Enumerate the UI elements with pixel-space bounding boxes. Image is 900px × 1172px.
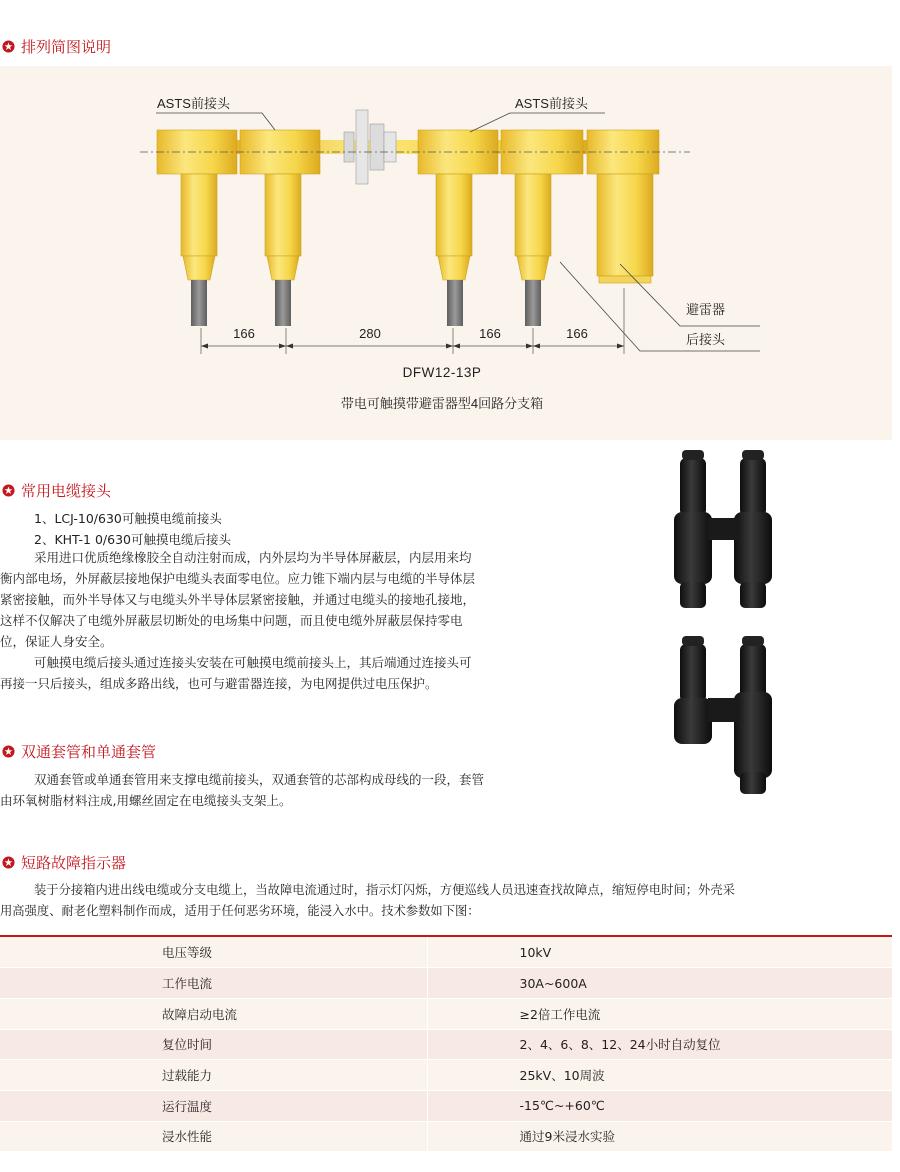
table-row bbox=[0, 998, 892, 1029]
list-item: 2、KHT-1 0/630可触摸电缆后接头 bbox=[34, 532, 231, 547]
dimension-label: 280 bbox=[359, 326, 381, 341]
section-title-bushing bbox=[2, 741, 156, 762]
section-title-text: 短路故障指示器 bbox=[21, 854, 127, 872]
lightning-arrester bbox=[587, 130, 659, 283]
bushing-description bbox=[0, 769, 570, 811]
star-bullet-icon bbox=[2, 484, 15, 497]
text-line: 双通套管或单通套管用来支撑电缆前接头，双通套管的芯部构成母线的一段，套管 bbox=[34, 772, 485, 787]
model-number: DFW12-13P bbox=[402, 365, 482, 380]
spec-label: 运行温度 bbox=[0, 1090, 427, 1121]
cable-description bbox=[0, 547, 560, 694]
spec-table bbox=[0, 937, 892, 1152]
section-title-text: 常用电缆接头 bbox=[21, 482, 112, 500]
text-line: 采用进口优质绝缘橡胶全自动注射而成，内外层均为半导体屏蔽层，内层用来均 bbox=[34, 550, 472, 565]
section-title-text: 排列简图说明 bbox=[21, 38, 112, 56]
spec-label: 工作电流 bbox=[0, 968, 427, 999]
star-bullet-icon bbox=[2, 856, 15, 869]
arrangement-diagram bbox=[0, 66, 892, 440]
dimension-label: 166 bbox=[233, 326, 255, 341]
spec-value: 30A~600A bbox=[427, 968, 892, 999]
label-rear-connector: 后接头 bbox=[686, 332, 726, 347]
connector-photo-top bbox=[674, 450, 772, 608]
label-front-connector-right: ASTS前接头 bbox=[515, 96, 588, 111]
section-title-layout bbox=[2, 36, 111, 57]
list-item: 1、LCJ-10/630可触摸电缆前接头 bbox=[34, 511, 222, 526]
text-line: 这样不仅解决了电缆外屏蔽层切断处的电场集中问题，而且使电缆外屏蔽层保持零电 bbox=[0, 613, 463, 628]
front-connector-2 bbox=[240, 130, 320, 326]
label-arrester: 避雷器 bbox=[686, 302, 726, 317]
spec-value: 25kV、10周波 bbox=[427, 1060, 892, 1091]
text-line: 用高强度、耐老化塑料制作而成，适用于任何恶劣环境，能浸入水中。技术参数如下图： bbox=[0, 904, 480, 918]
front-connector-3 bbox=[418, 130, 498, 326]
label-front-connector-left: ASTS前接头 bbox=[157, 96, 230, 111]
spec-value: -15℃~+60℃ bbox=[427, 1090, 892, 1121]
rear-connector bbox=[501, 130, 583, 326]
leader-line bbox=[560, 262, 760, 351]
diagram-drawing bbox=[0, 66, 892, 440]
table-row bbox=[0, 968, 892, 999]
spec-value: ≥2倍工作电流 bbox=[427, 998, 892, 1029]
front-connector-1 bbox=[157, 130, 237, 326]
star-bullet-icon bbox=[2, 745, 15, 758]
section-title-text: 双通套管和单通套管 bbox=[21, 743, 157, 761]
text-line: 再接一只后接头，组成多路出线，也可与避雷器连接，为电网提供过电压保护。 bbox=[0, 676, 438, 691]
dimension-label: 166 bbox=[566, 326, 588, 341]
table-row bbox=[0, 1060, 892, 1091]
spec-label: 电压等级 bbox=[0, 937, 427, 968]
connector-photo-bottom bbox=[674, 636, 772, 794]
leader-line bbox=[470, 113, 605, 132]
indicator-description bbox=[0, 880, 900, 922]
spec-value: 通过9米浸水实验 bbox=[427, 1121, 892, 1152]
text-line: 装于分接箱内进出线电缆或分支电缆上，当故障电流通过时，指示灯闪烁，方便巡线人员迅速查找故障点，缩短停电时间；外壳采 bbox=[34, 883, 735, 897]
section-title-indicator bbox=[2, 852, 126, 873]
text-line: 由环氧树脂材料注成,用螺丝固定在电缆接头支架上。 bbox=[0, 793, 292, 808]
table-row bbox=[0, 1121, 892, 1152]
spec-value: 2、4、6、8、12、24小时自动复位 bbox=[427, 1029, 892, 1060]
text-line: 衡内部电场，外屏蔽层接地保护电缆头表面零电位。应力锥下端内层与电缆的半导体层 bbox=[0, 571, 476, 586]
dimension-lines bbox=[201, 288, 624, 354]
text-line: 紧密接触，而外半导体又与电缆头外半导体层紧密接触，并通过电缆头的接地孔接地， bbox=[0, 592, 476, 607]
star-bullet-icon bbox=[2, 40, 15, 53]
spec-label: 复位时间 bbox=[0, 1029, 427, 1060]
bushing-flange bbox=[344, 110, 396, 184]
text-line: 可触摸电缆后接头通过连接头安装在可触摸电缆前接头上，其后端通过连接头可 bbox=[34, 655, 472, 670]
spec-label: 过载能力 bbox=[0, 1060, 427, 1091]
cable-connector-photo bbox=[664, 446, 788, 798]
section-title-cable bbox=[2, 480, 111, 501]
table-row bbox=[0, 1029, 892, 1060]
table-row bbox=[0, 937, 892, 968]
dimension-label: 166 bbox=[479, 326, 501, 341]
spec-label: 故障启动电流 bbox=[0, 998, 427, 1029]
table-row bbox=[0, 1090, 892, 1121]
diagram-caption: 带电可触摸带避雷器型4回路分支箱 bbox=[340, 396, 544, 411]
spec-label: 浸水性能 bbox=[0, 1121, 427, 1152]
leader-line bbox=[156, 113, 275, 130]
spec-value: 10kV bbox=[427, 937, 892, 968]
text-line: 位，保证人身安全。 bbox=[0, 634, 113, 649]
